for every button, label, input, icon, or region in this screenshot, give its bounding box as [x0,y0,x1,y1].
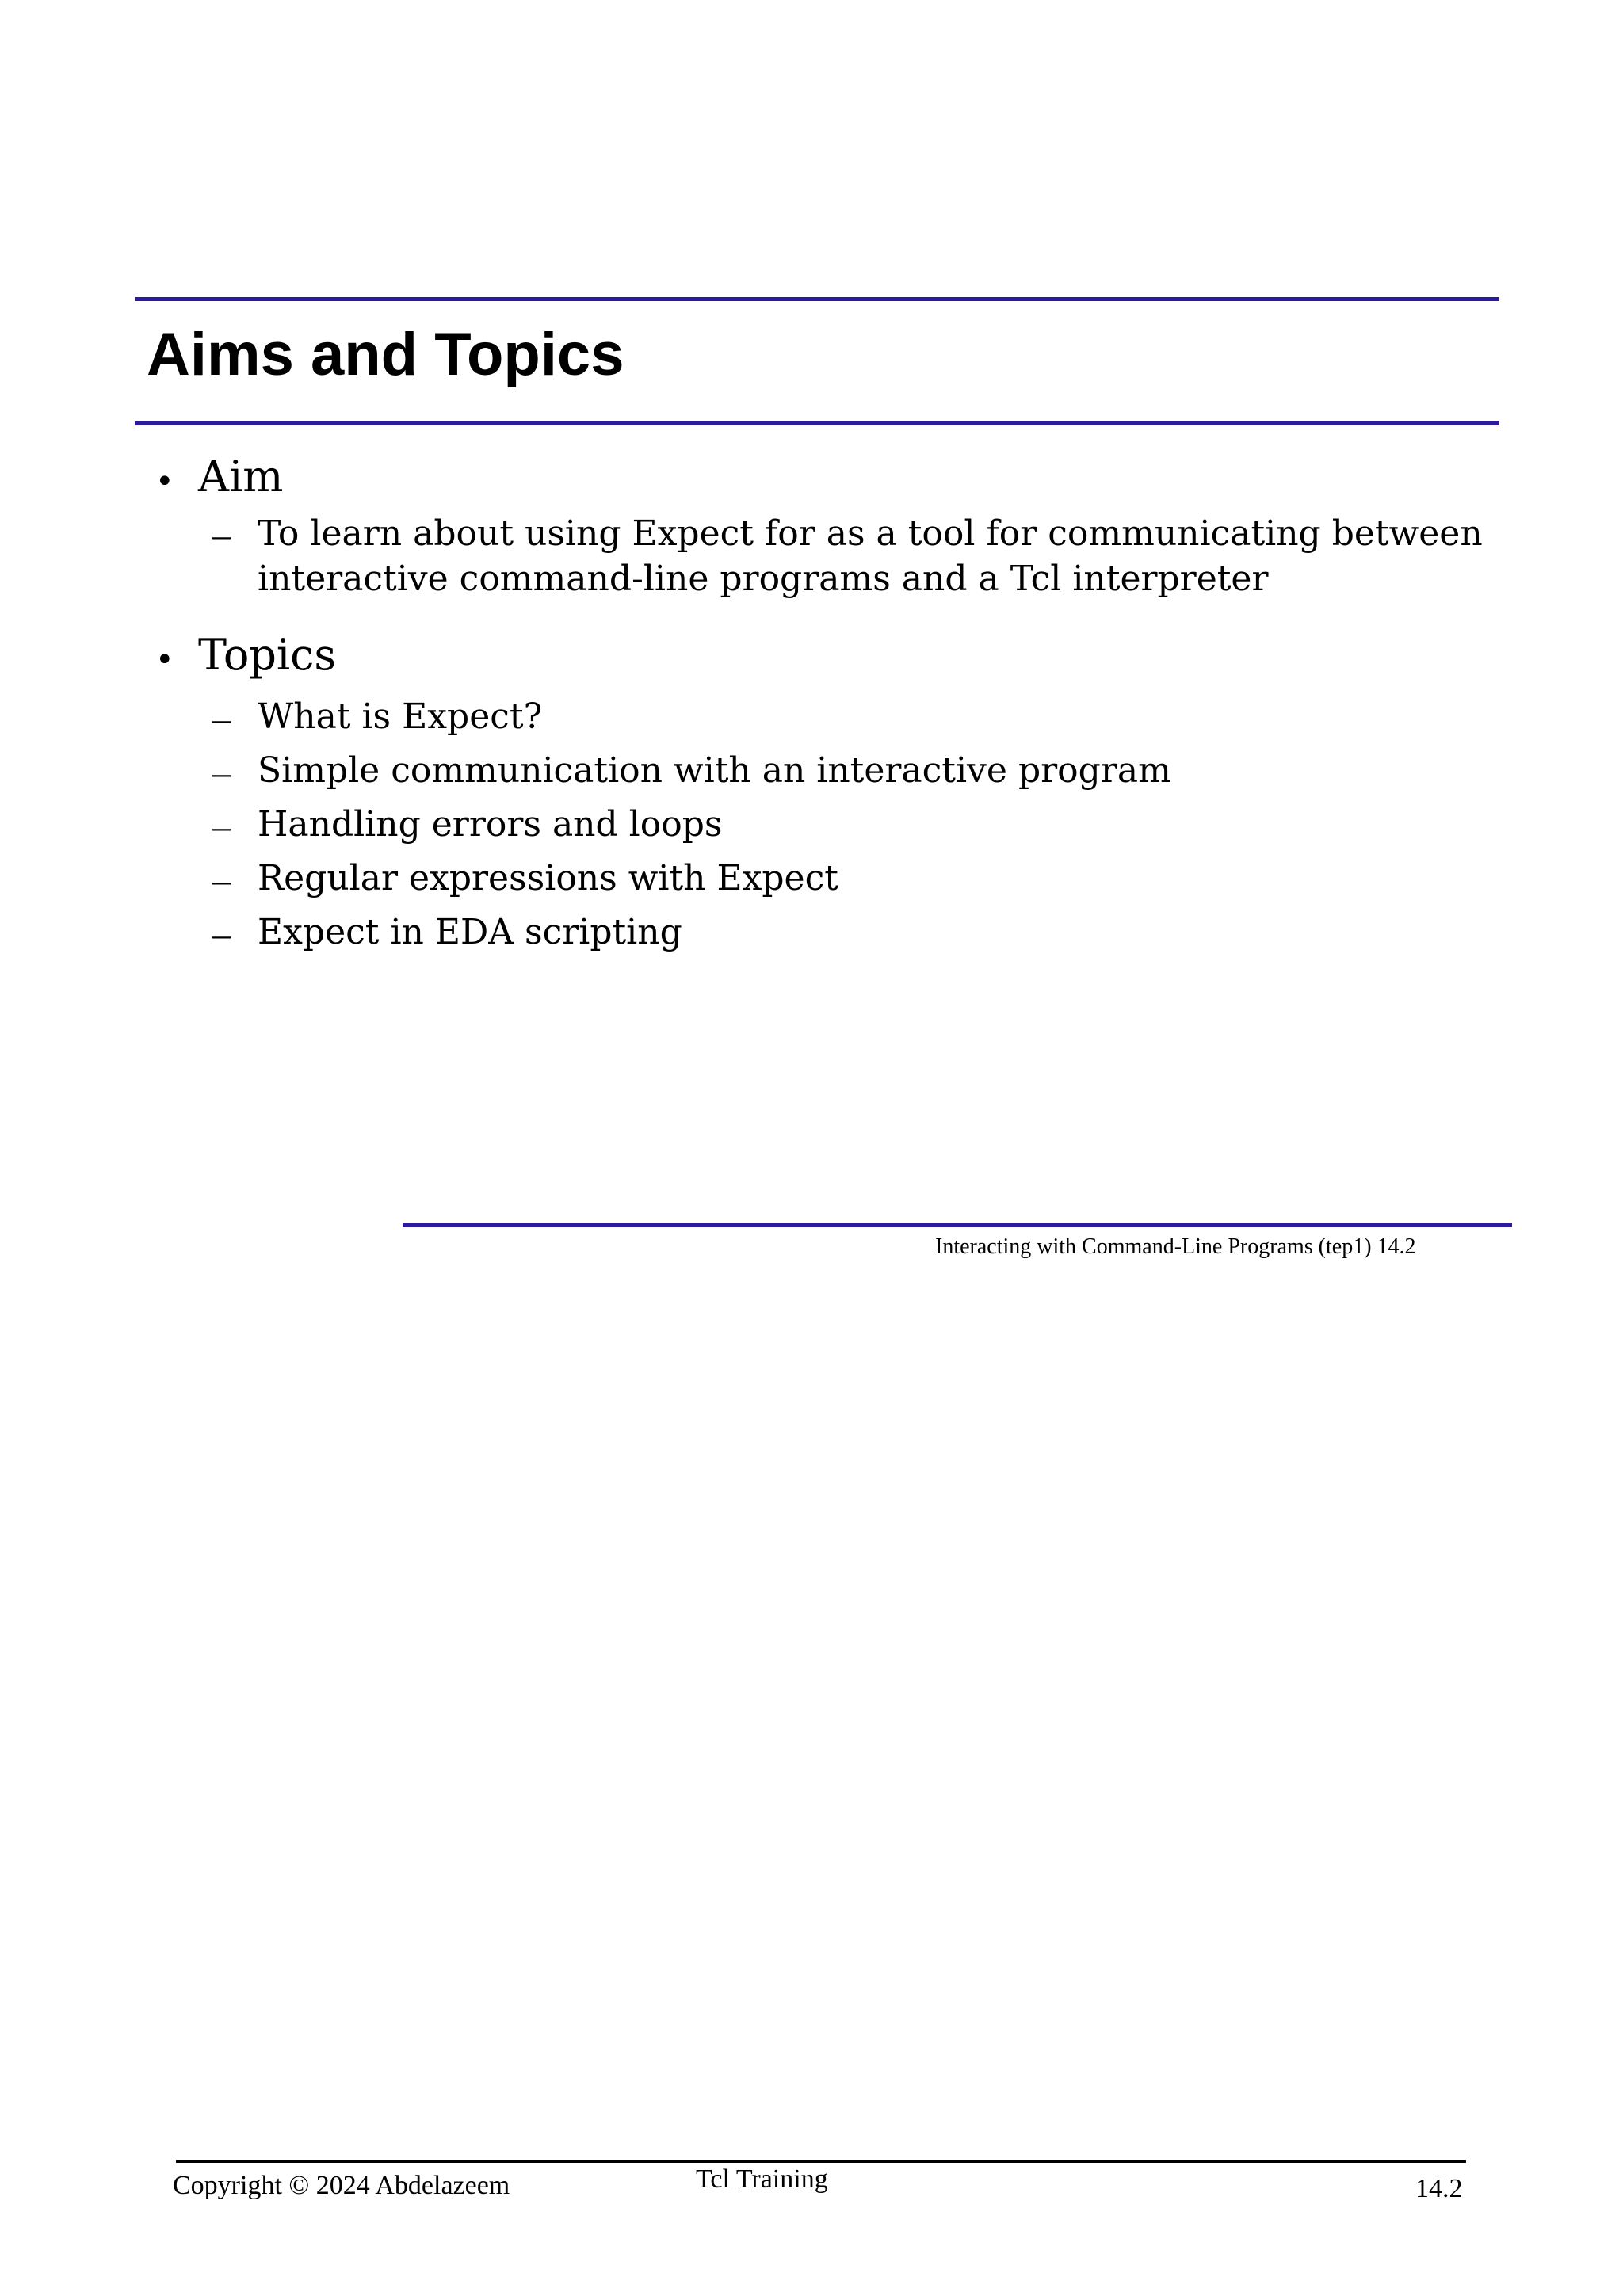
dash-mark: – [212,860,231,900]
topic-item: Regular expressions with Expect [258,858,838,898]
topic-item: What is Expect? [258,696,543,737]
course-title: Tcl Training [696,2164,828,2194]
title-rule-bottom [135,421,1499,425]
section-heading-aim: Aim [198,452,284,502]
aim-item-line-1: To learn about using Expect for as a tool for communicating between [258,513,1483,554]
slide-title: Aims and Topics [147,321,624,388]
dash-mark: – [212,806,231,846]
page-number: 14.2 [1415,2174,1463,2203]
title-rule-top [135,297,1499,301]
topic-item: Expect in EDA scripting [258,912,682,952]
section-heading-topics: Topics [198,630,337,680]
bullet-mark: • [155,642,174,678]
dash-mark: – [212,913,231,954]
aim-item-line-2: interactive command-line programs and a Tcl interpreter [258,559,1269,599]
slide-footer-rule [403,1223,1512,1227]
topic-item: Handling errors and loops [258,804,723,845]
dash-mark: – [212,698,231,738]
bullet-mark: • [155,463,174,500]
dash-mark: – [212,752,231,792]
slide-footer-text: Interacting with Command-Line Programs (tep1) 14.2 [935,1234,1416,1259]
page-footer-rule [176,2160,1466,2163]
copyright-text: Copyright © 2024 Abdelazeem [173,2171,510,2200]
dash-mark: – [212,514,231,555]
topic-item: Simple communication with an interactive program [258,750,1171,791]
